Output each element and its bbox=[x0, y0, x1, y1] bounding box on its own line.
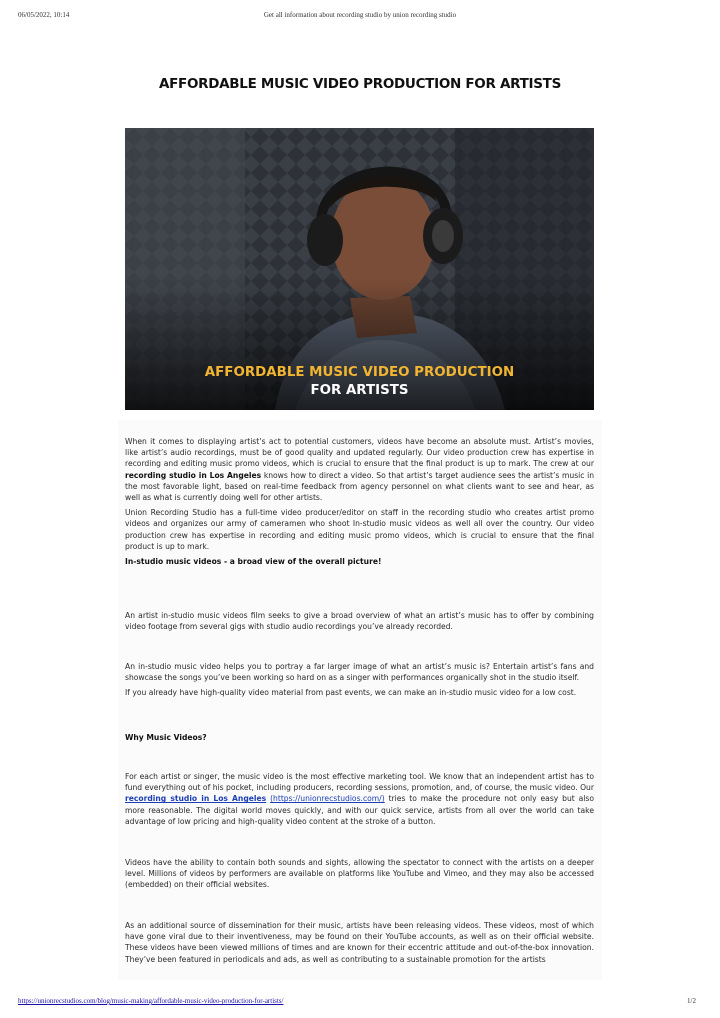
paragraph-broad-overview-text: An artist in-studio music videos film seeks to give a broad overview of what an artist’s music has to offer by combining video footage from several gigs with studio audio recordings you’ve already recorded. bbox=[125, 611, 594, 632]
paragraph-intro bbox=[125, 436, 594, 503]
recording-studio-bold: recording studio in Los Angeles bbox=[125, 470, 262, 480]
marketing-section bbox=[125, 771, 594, 831]
dissemination-section bbox=[125, 920, 594, 969]
paragraph-broad-overview bbox=[125, 610, 594, 636]
hero-image bbox=[125, 128, 594, 410]
print-footer bbox=[0, 997, 720, 1009]
paragraph-videos: Videos have the ability to contain both sounds and sights, allowing the spectator to connect with the artists on a deeper level. Millions of videos by performers are available on platforms like YouTube and Vimeo, and they may also be accessed (embedded) on their official websites. bbox=[125, 858, 594, 890]
print-header bbox=[0, 11, 720, 23]
hero-overlay-line1: AFFORDABLE MUSIC VIDEO PRODUCTION bbox=[204, 365, 515, 380]
paragraph-dissemination: As an additional source of dissemination for their music, artists have been releasing videos. These videos, most of which have gone viral due to their inventiveness, may be found on their YouTube accounts, as well as on their official website. These videos have been viewed millions of times and are known for their eccentric attitude and out-of-the-box innovation. They’ve been featured in periodicals and ads, as well as contributing to a sustainable promotion for the artists bbox=[125, 921, 594, 964]
hero-illustration bbox=[125, 128, 594, 410]
paragraph-marketing-text-b: tries to make the procedure not only easy but also more reasonable. The digital world moves quickly, and with our quick service, artists from all over the world can take advantage of low pricing and high-quality video content at the stroke of a button. bbox=[125, 794, 594, 826]
intro-section bbox=[125, 436, 594, 571]
why-music-videos-section bbox=[125, 732, 594, 747]
studio-url-link[interactable]: (https://unionrecstudios.com/) bbox=[270, 794, 385, 804]
paragraph-marketing bbox=[125, 771, 594, 827]
page-number: 1/2 bbox=[687, 997, 696, 1005]
paragraph-low-cost: If you already have high-quality video material from past events, we can make an in-studio music video for a low cost. bbox=[125, 688, 577, 698]
portray-section bbox=[125, 661, 594, 703]
paragraph-portray: An in-studio music video helps you to portray a far larger image of what an artist’s music is? Entertain artist’s fans and showcase the songs you’ve been working so hard on as a singer with performances organically shot in the studio itself. bbox=[125, 662, 594, 683]
paragraph-intro-text-a: When it comes to displaying artist’s act to potential customers, videos have become an absolute must. Artist’s movies, like artist’s audio recordings, must be of good quality and updated regularly. Our video production crew has expertise in recording and editing music promo videos, which is crucial to ensure that the final product is up to mark. The crew at our bbox=[125, 437, 594, 469]
footer-url-link[interactable]: https://unionrecstudios.com/blog/music-making/affordable-music-video-production-for-artists/ bbox=[18, 997, 284, 1005]
paragraph-marketing-text-a: For each artist or singer, the music video is the most effective marketing tool. We know that an independent artist has to fund everything out of his pocket, including producers, recording sessions, promotion, and, of course, the music video. Our bbox=[125, 772, 594, 793]
hero-overlay-line2: FOR ARTISTS bbox=[310, 383, 409, 398]
recording-studio-link[interactable]: recording studio in Los Angeles bbox=[125, 794, 267, 804]
article-title: AFFORDABLE MUSIC VIDEO PRODUCTION FOR ARTISTS bbox=[158, 76, 562, 92]
videos-section bbox=[125, 857, 594, 895]
heading-why-music-videos: Why Music Videos? bbox=[125, 733, 207, 742]
print-datetime: 06/05/2022, 10:14 bbox=[18, 11, 70, 19]
paragraph-intro-text-b: knows how to direct a video. So that artist’s target audience sees the artist’s music in the most favorable light, based on real-time feedback from agency personnel on what clients want to see and hear, as well as what is currently doing well for other artists. bbox=[125, 470, 595, 503]
print-page-title: Get all information about recording studio by union recording studio bbox=[263, 11, 457, 19]
paragraph-union-studio: Union Recording Studio has a full-time video producer/editor on staff in the recording studio who creates artist promo videos and organizes our army of cameramen who shoot In-studio music videos as well all over the country. Our video production crew has expertise in recording and editing music promo videos, which is crucial to ensure that the final product is up to mark. bbox=[125, 508, 594, 551]
heading-in-studio: In-studio music videos - a broad view of the overall picture! bbox=[125, 557, 382, 567]
